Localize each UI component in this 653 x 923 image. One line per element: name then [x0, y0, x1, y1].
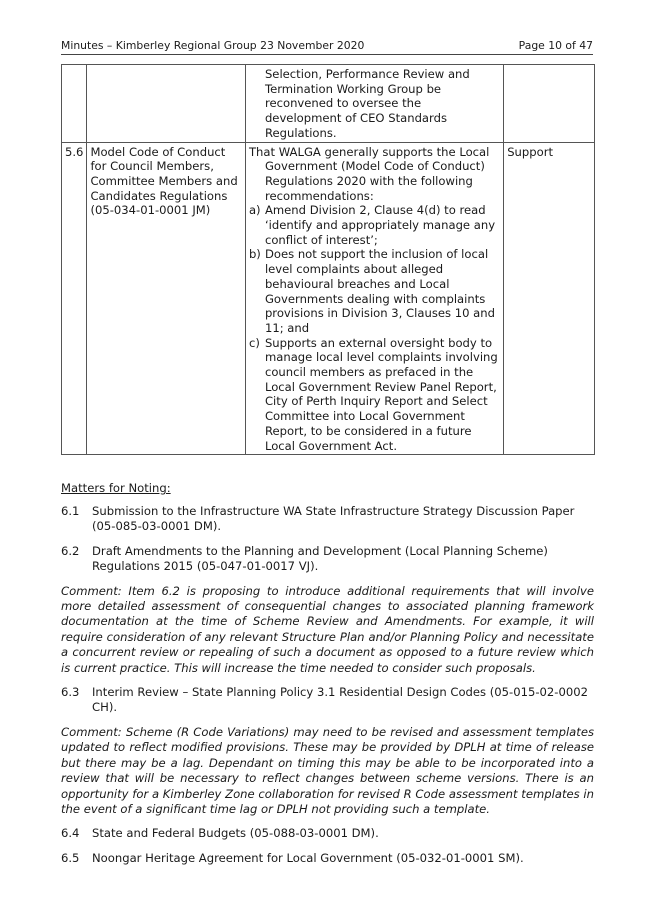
list-item-text: Does not support the inclusion of local level complaints about alleged behavioural breaches and Local Governments dealing with complaints provisions in Division 3, Clauses 10 and 11; and: [264, 247, 495, 335]
item-number-cell: 5.6: [62, 142, 87, 455]
page-header: [61, 37, 593, 55]
noting-item-number: 6.5: [61, 850, 80, 865]
recommendation-intro: That WALGA generally supports the Local Government (Model Code of Conduct) Regulations 2020 with the following recommendations:: [248, 144, 490, 203]
noting-item-text: Noongar Heritage Agreement for Local Government (05-032-01-0001 SM).: [92, 850, 524, 865]
list-item: [249, 336, 500, 454]
noting-item: [61, 544, 594, 575]
page-number: Page 10 of 47: [518, 39, 593, 52]
noting-item-number: 6.1: [61, 504, 80, 518]
recommendation-cell: [245, 142, 503, 455]
noting-item: [61, 851, 594, 866]
recommendations-table: [61, 64, 595, 455]
noting-item-number: 6.4: [61, 826, 80, 841]
section-heading: Matters for Noting:: [61, 481, 171, 495]
header-title: Minutes – Kimberley Regional Group 23 November 2020: [61, 39, 365, 52]
noting-item-number: 6.2: [61, 543, 80, 558]
comment-paragraph: Comment: Scheme (R Code Variations) may need to be revised and assessment templates updated to reflect modified provisions. These may be provided by DPLH at time of release but there may be a lag. Dependant on timing this may be able to be incorporated into a review that will be necessary to reflect changes between scheme versions. There is an opportunity for a Kimberley Zone collaboration for revised R Code assessment templates in the event of a significant time lag or DPLH not providing such a template.: [61, 724, 594, 816]
item-number-cell: [62, 65, 87, 143]
table-row: [62, 142, 595, 455]
table-row: [62, 65, 595, 143]
matters-for-noting: [61, 481, 594, 875]
list-marker: a): [248, 203, 261, 218]
list-marker: b): [248, 247, 261, 262]
list-item: [249, 203, 500, 247]
list-item-text: Amend Division 2, Clause 4(d) to read ‘identify and appropriately manage any conflict of interest’;: [264, 203, 496, 247]
noting-item: [61, 685, 594, 716]
list-marker: c): [248, 335, 260, 350]
list-item: [249, 247, 500, 335]
position-cell: Support: [504, 142, 595, 455]
comment-paragraph: Comment: Item 6.2 is proposing to introduce additional requirements that will involve more detailed assessment of consequential changes to associated planning framework documentation at the time of Scheme Review and Amendments. For example, it will require consideration of any relevant Structure Plan and/or Planning Policy and necessitate a concurrent review or repealing of such a document as opposed to a future review which is current practice. This will increase the time needed to consider such proposals.: [61, 583, 594, 675]
subject-cell: [87, 65, 246, 143]
position-cell: [504, 65, 595, 143]
noting-item-text: State and Federal Budgets (05-088-03-0001 DM).: [92, 826, 379, 841]
subject-cell: Model Code of Conduct for Council Members, Committee Members and Candidates Regulations (05-034-01-0001 JM): [87, 142, 246, 455]
noting-item-text: Submission to the Infrastructure WA State Infrastructure Strategy Discussion Paper (05-085-03-0001 DM).: [92, 504, 575, 534]
noting-item: [61, 504, 594, 535]
noting-item-number: 6.3: [61, 685, 80, 700]
list-item-text: Supports an external oversight body to manage local level complaints involving council members as prefaced in the Local Government Review Panel Report, City of Perth Inquiry Report and Select Committee into Local Government Report, to be considered in a future Local Government Act.: [264, 335, 498, 453]
noting-item: [61, 826, 594, 841]
noting-item-text: Draft Amendments to the Planning and Development (Local Planning Scheme) Regulations 2015 (05-047-01-0017 VJ).: [92, 543, 548, 574]
noting-item-text: Interim Review – State Planning Policy 3.1 Residential Design Codes (05-015-02-0002 CH).: [92, 685, 588, 715]
recommendation-cell: [245, 65, 503, 143]
recommendation-text: Selection, Performance Review and Termination Working Group be reconvened to oversee the development of CEO Standards Regulations.: [264, 67, 470, 140]
